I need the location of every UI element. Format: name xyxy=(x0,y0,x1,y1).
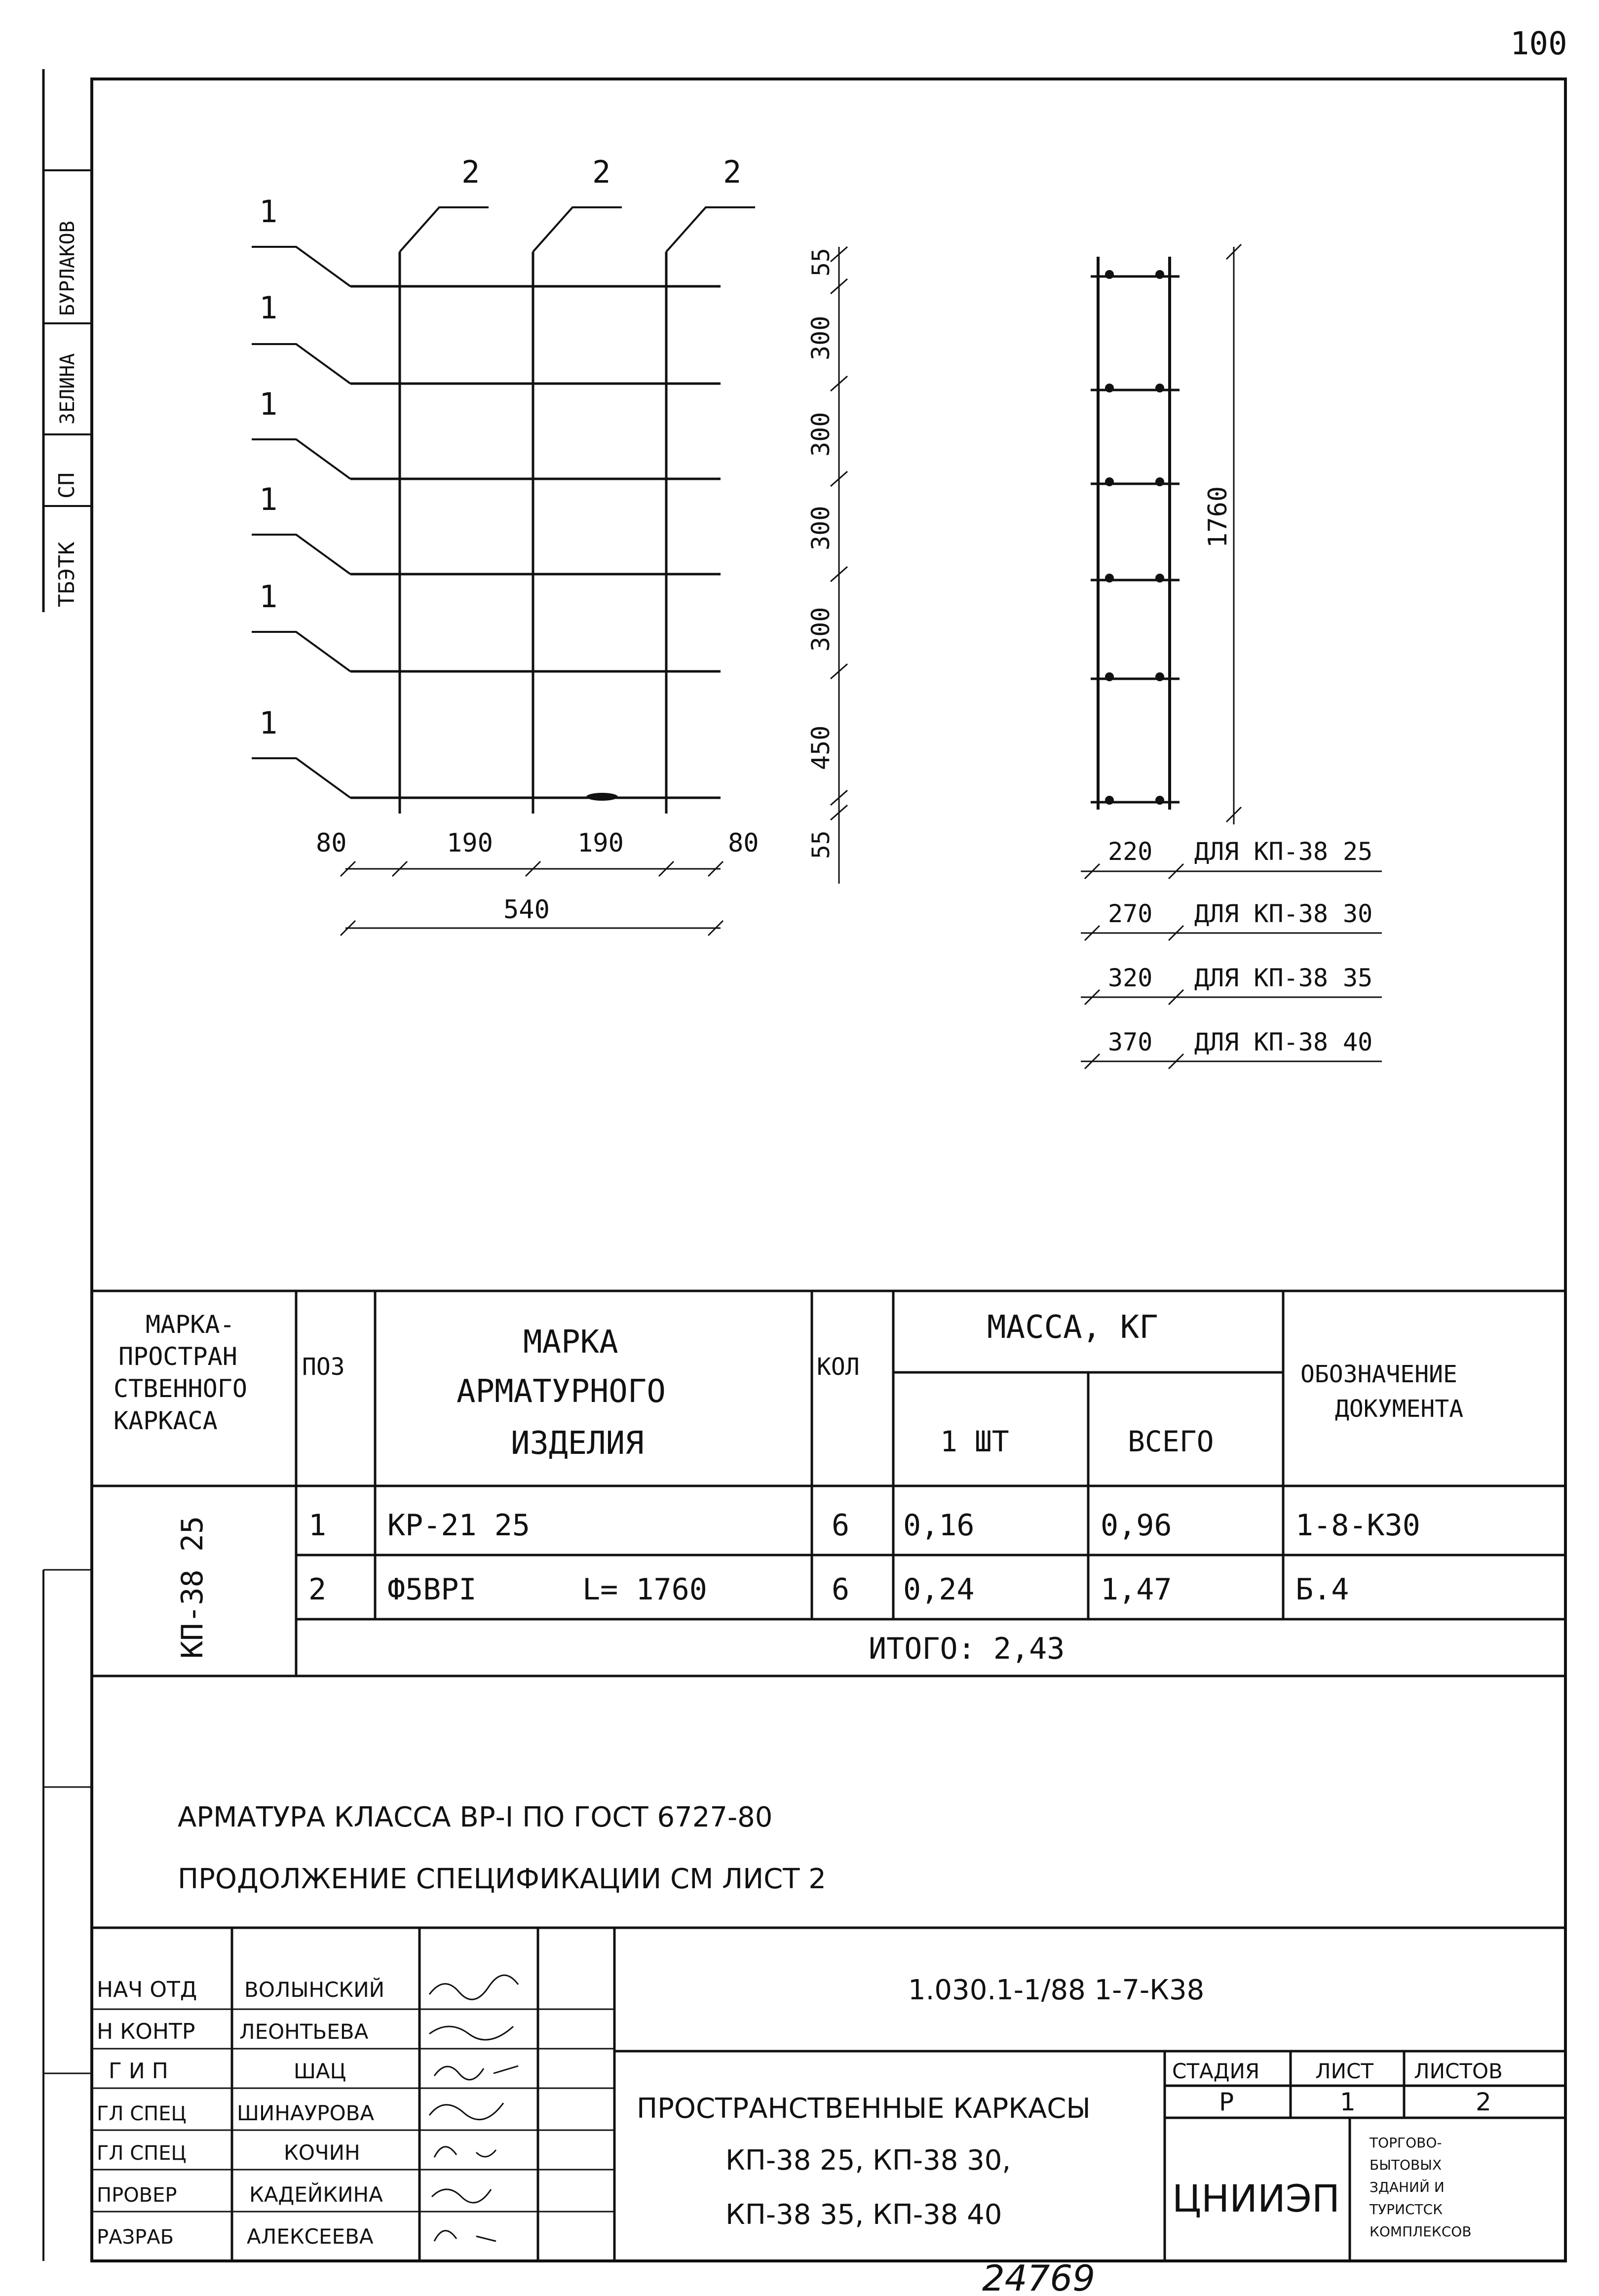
hdr-mass-unit: 1 ШТ xyxy=(940,1425,1009,1458)
signatures xyxy=(429,1975,518,2241)
page-number: 100 xyxy=(1510,26,1567,62)
role-7: РАЗРАБ xyxy=(97,2226,174,2249)
vdim-7: 55 xyxy=(807,830,835,859)
callout-row-5: 1 xyxy=(259,579,278,615)
title-line-1: ПРОСТРАНСТВЕННЫЕ КАРКАСЫ xyxy=(637,2093,1091,2125)
callout-row-2: 1 xyxy=(259,290,278,326)
vdim-1: 55 xyxy=(807,248,835,276)
role-2: Н КОНТР xyxy=(97,2019,195,2044)
note-class: АРМАТУРА КЛАССА ВР-I ПО ГОСТ 6727-80 xyxy=(178,1801,773,1833)
hdim-3: 190 xyxy=(577,828,624,858)
sheets-value: 2 xyxy=(1476,2088,1491,2116)
role-4: ГЛ СПЕЦ xyxy=(97,2102,187,2125)
row-1-pos: 1 xyxy=(308,1508,327,1543)
title-line-3: КП-38 35, КП-38 40 xyxy=(725,2199,1002,2231)
name-5: КОЧИН xyxy=(284,2140,360,2165)
role-5: ГЛ СПЕЦ xyxy=(97,2142,187,2165)
row-1-doc: 1-8-К30 xyxy=(1295,1508,1420,1543)
org-sub-2: БЫТОВЫХ xyxy=(1370,2157,1442,2173)
sheet-frame xyxy=(92,79,1565,2261)
vdim-4: 300 xyxy=(806,506,835,550)
hdr-frame-3: СТВЕННОГО xyxy=(114,1374,247,1403)
hdr-doc-1: ОБОЗНАЧЕНИЕ xyxy=(1300,1361,1457,1388)
variant-width-4: 370 xyxy=(1108,1028,1153,1056)
side-stamp-2: СП xyxy=(54,472,79,499)
side-stamp-4: БУРЛАКОВ xyxy=(56,221,79,316)
hdr-frame-1: МАРКА- xyxy=(146,1310,235,1339)
callout-row-6: 1 xyxy=(259,705,278,741)
note-continuation: ПРОДОЛЖЕНИЕ СПЕЦИФИКАЦИИ СМ ЛИСТ 2 xyxy=(178,1863,826,1895)
row-2-total: 1,47 xyxy=(1101,1572,1172,1607)
vdim-5: 300 xyxy=(806,607,835,652)
callout-col-3: 2 xyxy=(723,154,742,190)
stage-label: СТАДИЯ xyxy=(1172,2059,1260,2083)
row-2-length: L= 1760 xyxy=(582,1572,707,1607)
variant-label-1: ДЛЯ КП-38 25 xyxy=(1194,837,1373,866)
role-3: Г И П xyxy=(109,2059,168,2084)
side-stamp-1: ТБЭТК xyxy=(54,542,79,607)
org-sub-4: ТУРИСТСК xyxy=(1370,2201,1443,2218)
section-height: 1760 xyxy=(1203,486,1233,548)
variant-label-4: ДЛЯ КП-38 40 xyxy=(1194,1028,1373,1056)
row-1-total: 0,96 xyxy=(1101,1508,1172,1543)
org-sub-1: ТОРГОВО- xyxy=(1370,2135,1442,2151)
variant-width-2: 270 xyxy=(1108,899,1153,928)
hdim-1: 80 xyxy=(316,828,347,858)
sheet-value: 1 xyxy=(1340,2088,1356,2116)
role-6: ПРОВЕР xyxy=(97,2184,177,2207)
vdim-6: 450 xyxy=(806,725,835,770)
frame-mark-cell: КП-38 25 xyxy=(175,1516,210,1659)
sheets-label: ЛИСТОВ xyxy=(1414,2059,1503,2083)
hdr-pos: ПОЗ xyxy=(302,1353,345,1381)
vdim-3: 300 xyxy=(806,412,835,457)
name-2: ЛЕОНТЬЕВА xyxy=(239,2020,369,2044)
archive-number: 24769 xyxy=(982,2257,1096,2296)
row-2-doc: Б.4 xyxy=(1295,1572,1349,1607)
total-row: ИТОГО: 2,43 xyxy=(869,1632,1065,1666)
side-stamp xyxy=(43,69,92,2261)
section-drawing xyxy=(1081,244,1382,1069)
callout-row-3: 1 xyxy=(259,386,278,422)
hdr-doc-2: ДОКУМЕНТА xyxy=(1335,1395,1464,1423)
title-line-2: КП-38 25, КП-38 30, xyxy=(725,2144,1011,2177)
callout-row-1: 1 xyxy=(259,194,278,230)
grid-drawing xyxy=(252,154,847,935)
callout-col-2: 2 xyxy=(592,154,611,190)
hdr-frame-2: ПРОСТРАН xyxy=(118,1342,237,1371)
spec-table xyxy=(92,1291,1565,1676)
row-2-pos: 2 xyxy=(308,1572,327,1607)
hdr-qty: КОЛ xyxy=(817,1353,860,1381)
variant-label-3: ДЛЯ КП-38 35 xyxy=(1194,964,1373,992)
row-2-mark: Ф5ВРI xyxy=(387,1572,477,1607)
name-7: АЛЕКСЕЕВА xyxy=(247,2224,374,2249)
vdim-2: 300 xyxy=(806,315,835,360)
name-1: ВОЛЫНСКИЙ xyxy=(244,1978,385,2002)
weld-mark xyxy=(586,793,618,801)
hdim-total: 540 xyxy=(503,895,550,925)
hdr-mark-2: АРМАТУРНОГО xyxy=(457,1373,666,1410)
doc-code: 1.030.1-1/88 1-7-К38 xyxy=(908,1974,1205,2006)
row-2-unit: 0,24 xyxy=(903,1572,975,1607)
name-4: ШИНАУРОВА xyxy=(237,2101,375,2125)
hdr-mass-total: ВСЕГО xyxy=(1128,1425,1214,1458)
stage-value: Р xyxy=(1219,2088,1234,2116)
org-name: ЦНИИЭП xyxy=(1172,2177,1340,2220)
name-3: ШАЦ xyxy=(294,2059,346,2083)
org-sub-5: КОМПЛЕКСОВ xyxy=(1370,2223,1472,2240)
side-stamp-3: ЗЕЛИНА xyxy=(56,353,79,425)
hdim-4: 80 xyxy=(728,828,759,858)
role-1: НАЧ ОТД xyxy=(97,1977,197,2002)
hdr-mark-1: МАРКА xyxy=(523,1324,618,1361)
row-1-unit: 0,16 xyxy=(903,1508,975,1543)
variant-width-3: 320 xyxy=(1108,964,1153,992)
sheet-label: ЛИСТ xyxy=(1315,2059,1373,2083)
variant-label-2: ДЛЯ КП-38 30 xyxy=(1194,899,1373,928)
row-1-mark: КР-21 25 xyxy=(387,1508,530,1543)
row-2-qty: 6 xyxy=(832,1572,850,1607)
hdr-frame-4: КАРКАСА xyxy=(114,1406,218,1435)
callout-col-1: 2 xyxy=(461,154,480,190)
variant-width-1: 220 xyxy=(1108,837,1153,866)
org-sub-3: ЗДАНИЙ И xyxy=(1370,2179,1445,2195)
hdim-2: 190 xyxy=(447,828,493,858)
hdr-mass: МАССА, КГ xyxy=(987,1309,1158,1346)
title-block xyxy=(92,1928,1565,2261)
hdr-mark-3: ИЗДЕЛИЯ xyxy=(511,1425,644,1462)
name-6: КАДЕЙКИНА xyxy=(249,2182,383,2207)
callout-row-4: 1 xyxy=(259,481,278,517)
row-1-qty: 6 xyxy=(832,1508,850,1543)
